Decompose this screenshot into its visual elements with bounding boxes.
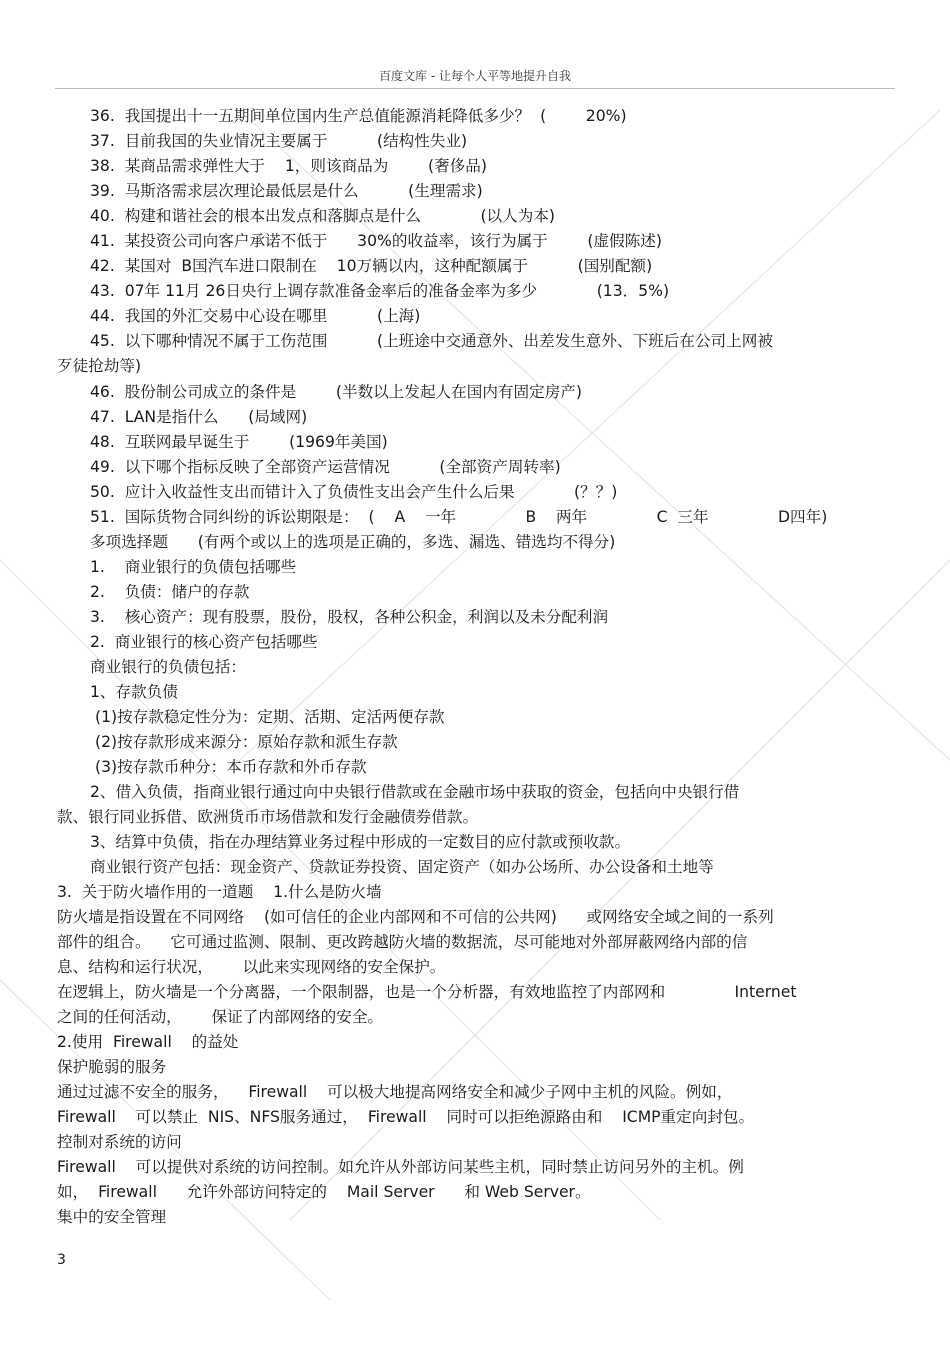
text-line: 款、银行同业拆借、欧洲货币市场借款和发行金融债券借款。 xyxy=(57,808,479,826)
text-line: 1. 商业银行的负债包括哪些 xyxy=(90,558,297,576)
text-line: 46. 股份制公司成立的条件是 (半数以上发起人在国内有固定房产) xyxy=(90,383,582,401)
text-line: (3)按存款币种分：本币存款和外币存款 xyxy=(95,758,367,776)
text-line: 如， Firewall 允许外部访问特定的 Mail Server 和 Web Server。 xyxy=(57,1183,591,1201)
text-line: (1)按存款稳定性分为：定期、活期、定活两便存款 xyxy=(95,708,445,726)
text-line: 40. 构建和谐社会的根本出发点和落脚点是什么 (以人为本) xyxy=(90,207,556,225)
text-line: 41. 某投资公司向客户承诺不低于 30%的收益率，该行为属于 (虚假陈述) xyxy=(90,232,662,250)
text-line: 44. 我国的外汇交易中心设在哪里 (上海) xyxy=(90,307,421,325)
text-line: 在逻辑上，防火墙是一个分离器，一个限制器，也是一个分析器，有效地监控了内部网和 Internet xyxy=(57,983,797,1001)
text-line: 37. 目前我国的失业情况主要属于 (结构性失业) xyxy=(90,132,468,150)
text-line: 通过过滤不安全的服务， Firewall 可以极大地提高网络安全和减少子网中主机的风险。例如， xyxy=(57,1083,733,1101)
text-line: 歹徒抢劫等) xyxy=(57,357,142,375)
text-line: 50. 应计入收益性支出而错计入了负债性支出会产生什么后果 (？？) xyxy=(90,483,618,501)
text-line: 之间的任何活动， 保证了内部网络的安全。 xyxy=(57,1008,384,1026)
text-line: 2、借入负债，指商业银行通过向中央银行借款或在金融市场中获取的资金，包括向中央银行借 xyxy=(90,783,740,801)
page-number: 3 xyxy=(57,1252,66,1268)
text-line: 36. 我国提出十一五期间单位国内生产总值能源消耗降低多少？ ( 20%) xyxy=(90,107,627,125)
text-line: 43. 07年 11月 26日央行上调存款准备金率后的准备金率为多少 (13．5%) xyxy=(90,282,670,300)
text-line: 45. 以下哪种情况不属于工伤范围 (上班途中交通意外、出差发生意外、下班后在公司上网被 xyxy=(90,332,773,350)
text-line: 控制对系统的访问 xyxy=(57,1133,182,1151)
text-line: 商业银行的负债包括： xyxy=(90,658,246,676)
header-divider xyxy=(55,88,895,89)
text-line: Firewall 可以禁止 NIS、NFS服务通过， Firewall 同时可以拒绝源路由和 ICMP重定向封包。 xyxy=(57,1108,755,1126)
section-heading: 3. 关于防火墙作用的一道题 1.什么是防火墙 xyxy=(57,883,382,901)
text-line: 防火墙是指设置在不同网络 (如可信任的企业内部网和不可信的公共网) 或网络安全域之间的一系列 xyxy=(57,908,774,926)
text-line: 49. 以下哪个指标反映了全部资产运营情况 (全部资产周转率) xyxy=(90,458,561,476)
text-line: 39. 马斯洛需求层次理论最低层是什么 (生理需求) xyxy=(90,182,483,200)
section-heading: 多项选择题 (有两个或以上的选项是正确的，多选、漏选、错选均不得分) xyxy=(90,533,616,551)
text-line: 2. 商业银行的核心资产包括哪些 xyxy=(90,633,318,651)
text-line: 51. 国际货物合同纠纷的诉讼期限是： ( A 一年 B 两年 C 三年 D四年) xyxy=(90,508,828,526)
text-line: Firewall 可以提供对系统的访问控制。如允许从外部访问某些主机，同时禁止访问另外的主机。例 xyxy=(57,1158,744,1176)
text-line: 3、结算中负债，指在办理结算业务过程中形成的一定数目的应付款或预收款。 xyxy=(90,833,631,851)
text-line: 保护脆弱的服务 xyxy=(57,1058,167,1076)
text-line: 部件的组合。 它可通过监测、限制、更改跨越防火墙的数据流，尽可能地对外部屏蔽网络内部的信 xyxy=(57,933,748,951)
text-line: 1、存款负债 xyxy=(90,683,178,701)
text-line: 集中的安全管理 xyxy=(57,1208,167,1226)
text-line: 息、结构和运行状况， 以此来实现网络的安全保护。 xyxy=(57,958,446,976)
text-line: 3. 核心资产：现有股票，股份，股权，各种公积金，利润以及未分配利润 xyxy=(90,608,609,626)
section-heading: 2.使用 Firewall 的益处 xyxy=(57,1033,239,1051)
text-line: 47. LAN是指什么 (局域网) xyxy=(90,408,308,426)
text-line: 42. 某国对 B国汽车进口限制在 10万辆以内，这种配额属于 (国别配额) xyxy=(90,257,653,275)
text-line: (2)按存款形成来源分：原始存款和派生存款 xyxy=(95,733,398,751)
text-line: 38. 某商品需求弹性大于 1，则该商品为 (奢侈品) xyxy=(90,157,487,175)
page-header: 百度文库 - 让每个人平等地提升自我 xyxy=(379,69,571,83)
text-line: 商业银行资产包括：现金资产、贷款证券投资、固定资产（如办公场所、办公设备和土地等 xyxy=(90,858,714,876)
text-line: 48. 互联网最早诞生于 (1969年美国) xyxy=(90,433,388,451)
text-line: 2. 负债：储户的存款 xyxy=(90,583,250,601)
